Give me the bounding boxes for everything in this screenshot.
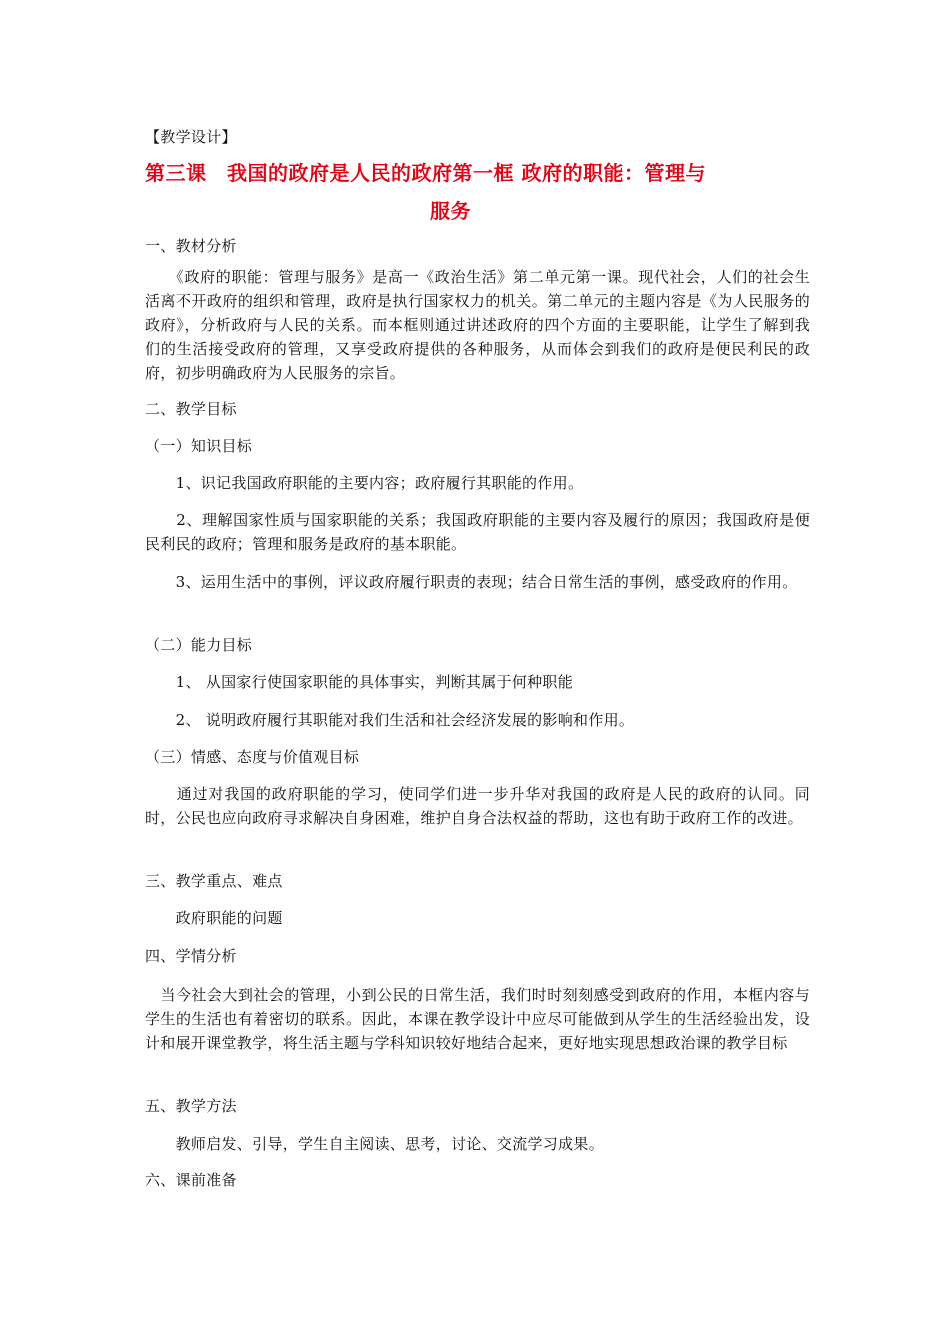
section-heading-5: 五、教学方法 <box>145 1097 237 1115</box>
key-points-text: 政府职能的问题 <box>145 909 283 927</box>
subheading-ability: （二）能力目标 <box>145 636 253 654</box>
section-4-paragraph: 当今社会大到社会的管理，小到公民的日常生活，我们时时刻刻感受到政府的作用，本框内容与学生的生活也有着密切的联系。因此，本课在教学设计中应尽可能做到从学生的生活经验出发，设计和展开课堂教学，将生活主题与学科知识较好地结合起来，更好地实现思想政治课的教学目标 <box>145 986 810 1052</box>
emotion-paragraph: 通过对我国的政府职能的学习，使同学们进一步升华对我国的政府是人民的政府的认同。同时，公民也应向政府寻求解决自身困难，维护自身合法权益的帮助，这也有助于政府工作的改进。 <box>145 785 810 827</box>
lesson-title-line2: 服务 <box>430 199 471 223</box>
subheading-knowledge: （一）知识目标 <box>145 437 253 455</box>
teaching-methods-text: 教师启发、引导，学生自主阅读、思考，讨论、交流学习成果。 <box>145 1135 605 1153</box>
section-heading-1: 一、教材分析 <box>145 237 237 255</box>
section-heading-4: 四、学情分析 <box>145 947 237 965</box>
ability-item-2: 2、 说明政府履行其职能对我们生活和社会经济发展的影响和作用。 <box>145 711 635 729</box>
knowledge-item-1: 1、识记我国政府职能的主要内容；政府履行其职能的作用。 <box>145 474 584 492</box>
section-heading-6: 六、课前准备 <box>145 1171 237 1189</box>
lesson-title-line1: 第三课 我国的政府是人民的政府第一框 政府的职能：管理与 <box>145 161 706 185</box>
section-heading-2: 二、教学目标 <box>145 400 237 418</box>
subheading-emotion: （三）情感、态度与价值观目标 <box>145 748 360 766</box>
section-1-paragraph: 《政府的职能：管理与服务》是高一《政治生活》第二单元第一课。现代社会，人们的社会生活离不开政府的组织和管理，政府是执行国家权力的机关。第二单元的主题内容是《为人民服务的政府》，分析政府与人民的关系。而本框则通过讲述政府的四个方面的主要职能，让学生了解到我们的生活接受政府的管理，又享受政府提供的各种服务，从而体会到我们的政府是便民利民的政府，初步明确政府为人民服务的宗旨。 <box>145 268 810 382</box>
knowledge-item-2: 2、理解国家性质与国家职能的关系；我国政府职能的主要内容及履行的原因；我国政府是便民利民的政府；管理和服务是政府的基本职能。 <box>145 511 810 553</box>
knowledge-item-3: 3、运用生活中的事例，评议政府履行职责的表现；结合日常生活的事例，感受政府的作用。 <box>145 573 798 591</box>
section-heading-3: 三、教学重点、难点 <box>145 872 283 890</box>
ability-item-1: 1、 从国家行使国家职能的具体事实，判断其属于何种职能 <box>145 673 574 691</box>
header-tag: 【教学设计】 <box>145 128 237 146</box>
